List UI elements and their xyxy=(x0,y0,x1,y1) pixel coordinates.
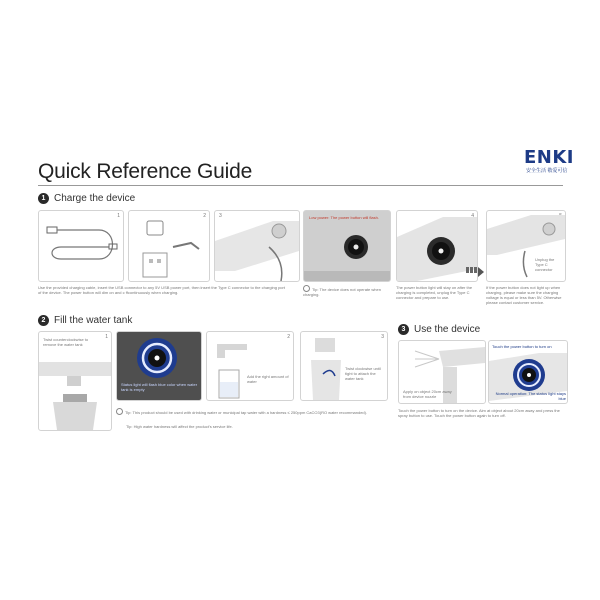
usb-adapter-icon xyxy=(129,211,209,281)
water-tip: Tip: This product should be used with drinking water or municipal tap water with a hardness ≤ 250ppm CaCO3(RO water recommanded). xyxy=(116,408,392,415)
charge-complete-text: The power button light will stay on after the charging is completed, unplug the Type C connector and prepare to use. xyxy=(396,285,473,300)
page-title: Quick Reference Guide xyxy=(38,160,253,183)
fill-step-3-panel xyxy=(300,331,388,401)
section-charge-label: Charge the device xyxy=(54,193,136,204)
panel-number: 2 xyxy=(203,213,206,219)
panel-number: 3 xyxy=(219,213,222,219)
fill-step-1-panel xyxy=(38,331,112,431)
faucet-icon xyxy=(207,332,293,400)
hardness-tip: Tip: High water hardness will affect the product's service life. xyxy=(126,424,233,429)
unplug-caption: Unplug the Type C connector xyxy=(535,257,555,272)
step-number-3: 3 xyxy=(398,324,409,335)
brand-logo: ENKI xyxy=(524,147,575,168)
panel-number: 1 xyxy=(105,334,108,340)
fill-step-2-panel xyxy=(206,331,294,401)
low-power-panel xyxy=(303,210,391,282)
use-spray-panel xyxy=(398,340,486,404)
device-port-icon xyxy=(215,211,299,281)
use-instructions: Touch the power button to turn on the device. Aim at object about 20cm away and press the spray button to use. Touch the power button again to turn off. xyxy=(398,408,560,418)
charge-voltage-text: If the power button does not light up when charging, please make sure the charging voltage is equal or less than 5V. Otherwise please contact customer service. xyxy=(486,285,562,305)
brand-tagline: 安全生活 敬爱可信 xyxy=(526,168,568,174)
normal-operation-caption: Normal operation: The status light stays blue xyxy=(495,391,566,401)
panel-number: 3 xyxy=(381,334,384,340)
use-power-panel xyxy=(488,340,568,404)
section-fill-label: Fill the water tank xyxy=(54,315,133,326)
tip-gear-icon xyxy=(116,408,123,415)
step-arrow xyxy=(466,267,484,277)
step-number-2: 2 xyxy=(38,315,49,326)
add-water-caption: Add the right amount of water xyxy=(247,374,289,384)
power-button-icon xyxy=(304,211,390,281)
step-number-1: 1 xyxy=(38,193,49,204)
tip-gear-icon xyxy=(303,285,310,292)
panel-number: 1 xyxy=(117,213,120,219)
panel-number: 4 xyxy=(471,213,474,219)
power-button-icon xyxy=(397,211,477,281)
header-divider xyxy=(38,185,563,186)
attach-tank-caption: Twist clockwise until tight to attach the water tank xyxy=(345,366,381,381)
charge-step-2-panel xyxy=(128,210,210,282)
panel-number: 2 xyxy=(287,334,290,340)
section-use-header xyxy=(398,324,480,335)
charge-instructions: Use the provided charging cable, insert the USB connector to any 5V USB power port, then insert the Type C connector to the charging port of the device. The power button will dim on and c ffcontinuously when charging. xyxy=(38,285,285,295)
section-use-label: Use the device xyxy=(414,324,481,335)
spray-distance-caption: Apply on object 20cm away from device nozzle xyxy=(403,389,452,399)
charge-step-3-panel xyxy=(214,210,300,282)
charge-step-1-panel xyxy=(38,210,124,282)
section-charge-header xyxy=(38,193,135,204)
section-fill-header xyxy=(38,315,132,326)
remove-tank-caption: Twist counterclockwise to remove the water tank xyxy=(43,337,89,347)
status-light-panel xyxy=(116,331,202,401)
charging-cable-icon xyxy=(39,211,123,281)
low-power-caption: Low power: The power button will flash. xyxy=(309,215,379,220)
charge-step-5-panel xyxy=(486,210,566,282)
status-light-caption: Status light will flash blue color when water tank is empty xyxy=(121,382,198,392)
water-tank-icon xyxy=(39,332,111,430)
turn-on-caption: Touch the power button to turn on xyxy=(492,344,552,349)
charge-tip: Tip: The device does not operate when charging. xyxy=(303,287,381,297)
